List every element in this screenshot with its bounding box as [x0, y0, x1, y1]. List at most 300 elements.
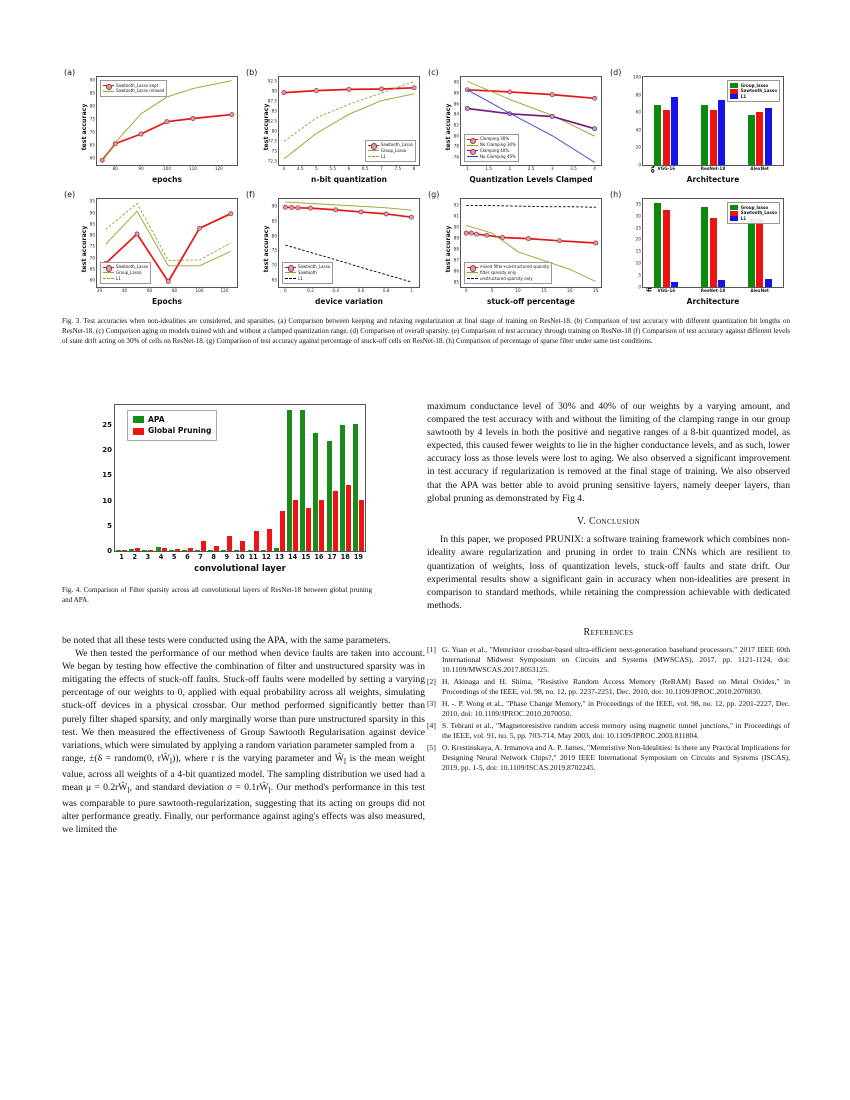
x-tick-label: 8: [412, 166, 416, 171]
data-point: [290, 205, 294, 209]
panel-h-legend: [727, 202, 780, 224]
figure-4-caption: Fig. 4. Comparison of Filter sparsity across all convolutional layers of ResNet-18 between global pruning and APA.: [62, 586, 372, 605]
x-tick-label: 10: [515, 288, 521, 293]
legend-label: No Clamping 40%: [480, 153, 516, 159]
x-tick-label: 120: [214, 166, 223, 171]
panel-b-ylabel: test accuracy: [262, 103, 270, 151]
panel-a-xlabel: epochs: [152, 175, 182, 184]
panel-b-legend: [365, 140, 416, 162]
data-point: [469, 231, 473, 235]
x-tick-label: 5.5: [329, 166, 337, 171]
x-tick-label: 19: [353, 553, 363, 561]
y-tick-label: 80: [453, 133, 459, 139]
x-tick-label: 40: [121, 288, 128, 293]
legend-swatch-global-pruning: [133, 428, 144, 435]
legend-label: L1: [380, 153, 386, 159]
series-line-1: [467, 81, 594, 136]
legend-label: Group_lasso: [740, 204, 769, 210]
legend-swatch: [467, 278, 478, 279]
y-tick-label: 75: [89, 243, 95, 249]
y-tick-label: 70: [89, 129, 95, 135]
bar-group-layer-11: [247, 405, 260, 551]
reference-number: [3]: [427, 698, 436, 708]
legend-swatch: [730, 89, 738, 94]
legend-item: [730, 210, 777, 216]
bar-apa: [116, 550, 121, 551]
panel-g-legend: [464, 262, 552, 284]
data-point: [465, 88, 469, 92]
x-tick-label: 7: [198, 553, 203, 561]
legend-swatch: [368, 145, 379, 146]
legend-label-apa: APA: [148, 415, 165, 424]
x-tick-label: 2: [508, 166, 512, 171]
data-point: [191, 116, 195, 120]
bar-global-pruning: [359, 500, 364, 551]
y-tick-label: 25: [635, 225, 641, 231]
x-tick-label: 0: [464, 288, 468, 293]
bar-global-pruning: [175, 549, 180, 551]
reference-number: [4]: [427, 720, 436, 730]
bar-global-pruning: [240, 541, 245, 551]
y-tick-label: 88: [453, 90, 459, 96]
bar-global-pruning: [254, 531, 259, 551]
panel-f: [244, 188, 426, 310]
x-tick-label: 7: [380, 166, 383, 171]
data-point: [465, 106, 469, 110]
y-tick-label: 80: [271, 128, 277, 134]
series-line-2: [106, 204, 231, 261]
bar-group: [643, 199, 690, 287]
y-tick-label: 85: [271, 108, 277, 114]
panel-h-plot: [635, 198, 784, 293]
paragraph-apa-note: be noted that all these tests were conducted using the APA, with the same parameters.: [62, 635, 391, 646]
y-tick-label: 91: [453, 213, 459, 218]
y-tick-label: 85: [271, 218, 277, 224]
bar-apa: [208, 550, 213, 551]
bar: [710, 110, 717, 165]
legend-swatch: [285, 267, 296, 268]
figure-3: [62, 66, 790, 311]
bar-apa: [169, 550, 174, 551]
bar-group: [643, 77, 690, 165]
legend-swatch: [467, 150, 478, 151]
y-tick-label: 90: [271, 203, 277, 209]
references-list: [427, 645, 790, 774]
x-tick-label: 110: [188, 166, 197, 171]
y-tick-label: 0: [638, 162, 641, 168]
series-line-0: [467, 90, 594, 99]
legend-swatch: [285, 272, 296, 273]
bar-apa: [156, 547, 161, 551]
y-tick-label: 86: [453, 101, 459, 107]
legend-item: [368, 154, 413, 160]
x-tick-label: ResNet-18: [700, 288, 726, 293]
x-tick-label: 60: [146, 288, 153, 293]
y-tick-label: 0: [638, 284, 641, 290]
paragraph-device-faults: We then tested the performance of our method when device faults are taken into account. We began by testing how effective the combination of filter and unstructured sparsity was in mitigating the effects of stuck-off faults. Stuck-off faults were modelled by setting a varying percentage of our weights to 0, applied with equal probability across all weights, simulating stuck-off devices in a physical crossbar. Our method performed significantly better than purely filter shaped sparsity, and only marginally worse than pure unstructured sparsity in this test. We then measured the effectiveness of Group Sawtooth Regularisation against device variations, which were simulated by applying a random variation parameter sampled from a: [62, 648, 425, 751]
legend-swatch: [467, 145, 478, 146]
bar-global-pruning: [227, 536, 232, 551]
x-tick-label: 2.5: [527, 166, 535, 171]
y-tick-label: 89: [453, 235, 459, 240]
legend-label: filter sparsity only: [480, 269, 517, 275]
legend-item: [103, 88, 164, 94]
legend-label: Clamping 30%: [480, 136, 510, 142]
y-tick-label: 75: [271, 148, 277, 154]
y-tick-label: 75: [271, 247, 277, 253]
reference-number: [5]: [427, 742, 436, 752]
panel-d-label: (d): [610, 68, 622, 77]
panel-h: [608, 188, 790, 310]
reference-entry: [427, 677, 790, 698]
x-tick-label: 9: [224, 553, 230, 561]
x-tick-label: 3.5: [570, 166, 577, 171]
panel-g-ylabel: test accuracy: [444, 225, 452, 273]
reference-number: [2]: [427, 676, 436, 686]
bar-global-pruning: [214, 546, 219, 551]
data-point: [296, 206, 300, 210]
bar-apa: [248, 550, 253, 551]
data-point: [135, 232, 139, 236]
left-column-text: [62, 634, 425, 836]
y-tick-label: 5: [638, 272, 641, 278]
panel-a: [62, 66, 244, 188]
data-point: [379, 87, 383, 91]
x-tick-label: 20: [96, 288, 103, 293]
legend-swatch: [730, 211, 738, 216]
legend-swatch-apa: [133, 416, 144, 423]
paragraph-aging: maximum conductance level of 30% and 40% of our weights by a varying amount, and compared the test accuracy with and without the limiting of the clamping range in our group sawtooth by 4 levels in both the positive and negative ranges of a 8-bit quantized model, as expected, this caused fewer weights to lie in the higher conductance levels, and as such, lower accuracy loss as those levels were lost to aging. We also observed a significant improvement in test accuracy if regularization is removed at the final stage of training. We also observed that the APA was better able to avoid pruning sensitive layers, namely deeper layers, than global pruning as demonstrated by Fig 4.: [427, 401, 790, 504]
y-tick-label: 86: [453, 268, 459, 273]
y-tick-label: 77.5: [267, 138, 277, 144]
conclusion-heading: V. Conclusion: [576, 515, 641, 527]
panel-d-legend: [727, 80, 780, 102]
legend-item: [103, 276, 148, 282]
panel-e: [62, 188, 244, 310]
y-tick-label: 90: [453, 79, 459, 85]
bar-group-layer-17: [326, 405, 339, 551]
data-point: [474, 232, 478, 236]
figure-4-xlabel: convolutional layer: [194, 564, 286, 574]
references-heading: References: [583, 626, 634, 638]
x-tick-label: 25: [593, 288, 599, 293]
x-tick-label: 0.8: [382, 288, 390, 293]
y-tick-label: 82.5: [267, 118, 277, 124]
legend-swatch: [103, 272, 114, 273]
panel-a-legend: [100, 80, 167, 97]
legend-item-apa: [133, 414, 211, 425]
panel-b-plot: [267, 76, 420, 171]
legend-label: Sawtooth_Lasso kept: [116, 82, 159, 88]
bar-global-pruning: [201, 541, 206, 551]
x-tick-label: 1: [410, 288, 413, 293]
y-tick-label: 76: [453, 154, 459, 160]
y-tick-label: 100: [633, 74, 641, 80]
right-column-text: [427, 400, 790, 775]
x-tick-label: 8: [211, 553, 216, 561]
legend-label: L1: [740, 94, 747, 100]
bar-global-pruning: [188, 548, 193, 551]
panel-b: [244, 66, 426, 188]
reference-number: [1]: [427, 644, 436, 654]
x-tick-label: 3: [145, 553, 151, 561]
bar-global-pruning: [122, 550, 127, 551]
x-tick-label: 90: [138, 166, 144, 171]
legend-label: Sawtooth_Lasso: [298, 264, 331, 270]
bar: [654, 203, 661, 287]
bar-apa: [340, 425, 345, 551]
x-tick-label: 80: [112, 166, 118, 171]
paragraph-device-variation: range, ±(δ = random(0, $rŴ_l$)), where r is the varying parameter and $Ŵ_l$ is the mean weight value, across all weights of a 4-bit quantized model. The sampling distribution we used had a mean $\mu = 0.2rŴ_l$, and standard deviation $\sigma = 0.1rŴ_l$. Our method's performance in this test was comparable to pure sawtooth-regularization, suggesting that its acting on groups did not alter performance greatly. Finally, our performance against aging's effects was also measured, we limited the: [62, 752, 425, 835]
legend-swatch: [467, 272, 478, 273]
bar-global-pruning: [319, 500, 324, 551]
bar-global-pruning: [333, 491, 338, 551]
legend-item: [730, 88, 777, 94]
panel-f-legend: [282, 262, 333, 284]
legend-swatch: [730, 216, 738, 221]
bar: [718, 100, 725, 165]
y-tick-label: 82: [453, 122, 459, 128]
bar-apa: [129, 549, 134, 551]
x-tick-label: ResNet-18: [700, 166, 726, 171]
data-point: [314, 89, 318, 93]
bar-group-layer-12: [260, 405, 273, 551]
y-tick-label: 80: [89, 232, 95, 238]
legend-label: L1: [298, 275, 303, 281]
y-tick-label: 87.5: [267, 98, 277, 104]
bar-global-pruning: [148, 550, 153, 551]
panel-g-plot: [453, 198, 602, 293]
legend-item-global-pruning: [133, 425, 211, 436]
reference-text: H. Akinaga and H. Shima, "Resistive Random Access Memory (ReRAM) Based on Metal Oxides," in Proceedings of the IEEE, vol. 98, no. 12, pp. 2237-2251, Dec. 2010, doi: 10.1109/JPROC.2010.2070830.: [442, 676, 790, 697]
panel-c-ylabel: test accuracy: [444, 103, 452, 151]
y-tick-label: 85: [89, 221, 95, 227]
legend-label: Group_Lasso: [116, 269, 142, 275]
bar: [748, 115, 755, 165]
x-tick-label: 20: [567, 288, 573, 293]
panel-c-plot: [453, 76, 602, 171]
panel-c: [426, 66, 608, 188]
y-tick-label: 90: [271, 88, 277, 94]
x-tick-label: 6: [347, 166, 351, 171]
x-tick-label: 7.5: [394, 166, 402, 171]
legend-swatch: [285, 278, 296, 279]
bar-global-pruning: [135, 548, 140, 551]
bar: [701, 207, 708, 287]
bar: [671, 282, 678, 287]
y-tick-label: 20: [635, 144, 641, 150]
x-tick-label: 2: [132, 553, 138, 561]
y-tick-label: 80: [89, 103, 95, 109]
figure-3-bottom-row: [62, 188, 790, 310]
panel-d: [608, 66, 790, 188]
y-tick-label: 78: [453, 143, 459, 149]
data-point: [165, 120, 169, 124]
legend-label: Sawtooth: [298, 269, 317, 275]
bar-group-layer-9: [220, 405, 233, 551]
y-tick-label: 40: [635, 127, 641, 133]
y-tick-label: 15: [635, 248, 641, 254]
x-tick-label: 11: [248, 553, 258, 561]
y-tick-label: 65: [271, 277, 277, 283]
bar: [718, 280, 725, 287]
y-tick-label: 20: [635, 236, 641, 242]
x-tick-label: 1: [466, 166, 469, 171]
legend-swatch: [103, 85, 114, 86]
bar-apa: [221, 550, 226, 551]
legend-label: unstructured sparsity only: [480, 275, 533, 281]
bar-apa: [234, 550, 239, 551]
legend-item: [730, 216, 777, 222]
data-point: [384, 212, 388, 216]
reference-entry: [427, 699, 790, 720]
reference-text: O. Krestinskaya, A. Irmanova and A. P. James, "Memristive Non-Idealities: Is there any Practical Implications for Designing Neural Network Chips?," 2019 IEEE International Symposium on Circuits and Systems (ISCAS), 2019, pp. 1-5, doi: 10.1109/ISCAS.2019.8702245.: [442, 742, 790, 773]
data-point: [550, 93, 554, 97]
legend-label: L1: [116, 275, 121, 281]
bar: [663, 110, 670, 165]
data-point: [593, 96, 597, 100]
x-tick-label: 15: [541, 288, 547, 293]
x-tick-label: AlexNet: [750, 288, 769, 293]
x-tick-label: 15: [301, 553, 311, 561]
y-tick-label: 65: [89, 142, 95, 148]
x-tick-label: 1.5: [485, 166, 492, 171]
y-tick-label: 85: [89, 90, 95, 96]
data-point: [409, 215, 413, 219]
panel-g: [426, 188, 608, 310]
panel-h-label: (h): [610, 190, 622, 199]
data-point: [308, 206, 312, 210]
data-point: [283, 205, 287, 209]
bar-apa: [313, 433, 318, 551]
x-tick-label: 100: [163, 166, 171, 171]
legend-label-global-pruning: Global Pruning: [148, 426, 212, 436]
y-tick-label: 70: [89, 255, 95, 261]
x-tick-label: 5: [171, 553, 177, 561]
bar-group-layer-15: [299, 405, 312, 551]
y-tick-label: 10: [635, 260, 641, 266]
legend-label: No Clamping 30%: [480, 142, 516, 148]
panel-g-xlabel: stuck-off percentage: [487, 297, 575, 306]
y-tick-label: 65: [89, 266, 95, 272]
x-tick-label: 4: [593, 166, 596, 171]
reference-text: H. -. P. Wong et al., "Phase Change Memory," in Proceedings of the IEEE, vol. 98, no. 12, pp. 2201-2227, Dec. 2010, doi: 10.1109/JPROC.2010.2070050.: [442, 698, 790, 719]
x-tick-label: 80: [171, 288, 178, 293]
bar-apa: [195, 550, 200, 551]
x-tick-label: 16: [314, 553, 324, 561]
bar-group-layer-10: [233, 405, 246, 551]
data-point: [526, 237, 530, 241]
panel-e-plot: [89, 198, 238, 293]
panel-d-plot: [633, 74, 784, 171]
x-tick-label: 6.5: [361, 166, 369, 171]
bar: [765, 108, 772, 165]
series-line-2: [466, 206, 596, 208]
reference-text: S. Tehrani et al., "Magnetoresistive random access memory using magnetic tunnel junctions," in Proceedings of the IEEE, vol. 91, no. 5, pp. 703-714, May 2003, doi: 10.1109/JPROC.2003.811804.: [442, 720, 790, 741]
panel-b-label: (b): [246, 68, 258, 77]
x-tick-label: 0.4: [332, 288, 340, 293]
y-tick-label: 95: [89, 198, 95, 204]
panel-a-plot: [89, 76, 238, 171]
legend-label: L1: [740, 216, 747, 222]
figure-4-legend: [127, 410, 217, 441]
y-tick-label: 72.5: [267, 158, 277, 164]
y-tick-label: 80: [271, 233, 277, 239]
legend-label: Sawtooth_Lasso: [116, 264, 149, 270]
x-tick-label: 1: [119, 553, 124, 561]
x-tick-label: 14: [288, 553, 298, 561]
series-line-2: [467, 108, 594, 128]
bar: [654, 105, 661, 165]
series-line-1: [106, 211, 231, 266]
figure-3-top-row: [62, 66, 790, 188]
panel-c-label: (c): [428, 68, 439, 77]
reference-entry: [427, 743, 790, 774]
x-tick-label: 17: [327, 553, 337, 561]
panel-e-ylabel: test accuracy: [80, 225, 88, 273]
bar-group-layer-16: [312, 405, 325, 551]
x-tick-label: 0.2: [307, 288, 314, 293]
x-tick-label: 4.5: [296, 166, 304, 171]
x-tick-label: 3: [550, 166, 554, 171]
bar-apa: [274, 548, 279, 551]
panel-e-xlabel: Epochs: [152, 297, 182, 306]
legend-swatch: [103, 278, 114, 279]
bar: [710, 218, 717, 287]
data-point: [197, 226, 201, 230]
legend-item: [467, 276, 549, 282]
legend-swatch: [467, 139, 478, 140]
x-tick-label: VGG-16: [657, 288, 676, 293]
y-tick-label: 60: [89, 155, 95, 161]
panel-e-legend: [100, 262, 151, 284]
y-tick-label: 35: [635, 201, 641, 207]
panel-c-legend: [464, 134, 519, 162]
data-point: [139, 132, 143, 136]
y-tick-label: 10: [102, 496, 112, 505]
legend-label: Sawtooth_Lasso: [740, 210, 777, 216]
y-tick-label: 60: [635, 109, 641, 115]
legend-label: Sawtooth_Lasso: [380, 142, 413, 148]
bar: [701, 105, 708, 165]
bar-apa: [142, 550, 147, 552]
bar-group-layer-14: [286, 405, 299, 551]
y-tick-label: 70: [271, 262, 277, 268]
bar-global-pruning: [346, 485, 351, 551]
y-tick-label: 90: [89, 210, 95, 216]
legend-swatch: [730, 94, 738, 99]
data-point: [550, 114, 554, 118]
legend-label: mixed filter+unstructured sparsity: [480, 264, 550, 270]
x-tick-label: VGG-16: [657, 166, 676, 171]
y-tick-label: 80: [635, 92, 641, 98]
y-tick-label: 75: [89, 116, 95, 122]
data-point: [594, 241, 598, 245]
x-tick-label: 10: [235, 553, 245, 561]
bar: [756, 219, 763, 287]
x-tick-label: 120: [220, 288, 229, 293]
x-tick-label: 100: [195, 288, 204, 293]
bar-global-pruning: [306, 508, 311, 551]
legend-swatch: [730, 83, 738, 88]
data-point: [593, 127, 597, 131]
figure-3-caption: Fig. 3. Test accuracies when non-idealities are considered, and sparsities. (a) Comparison between keeping and relaxing regularization at final stage of training on ResNet-18. (b) Comparison of test accuracy with different quantization bit lengths on ResNet-18. (c) Comparison aging on models trained with and without a clamped quantization range. (d) Comparison of overall sparsity. (e) Comparison of test accuracy through training on ResNet-18 (f) Comparison of test accuracy against different levels of state drift acting on 30% of cells on ResNet-18. (g) Comparison of test accuracy against percentage of stuck-off cells on ResNet-18. (h) Comparison of percentage of sparse filter under same test conditions.: [62, 317, 790, 346]
legend-swatch: [368, 156, 379, 157]
bar: [765, 279, 772, 287]
y-tick-label: 60: [89, 277, 95, 283]
data-point: [508, 90, 512, 94]
panel-f-plot: [271, 198, 420, 293]
